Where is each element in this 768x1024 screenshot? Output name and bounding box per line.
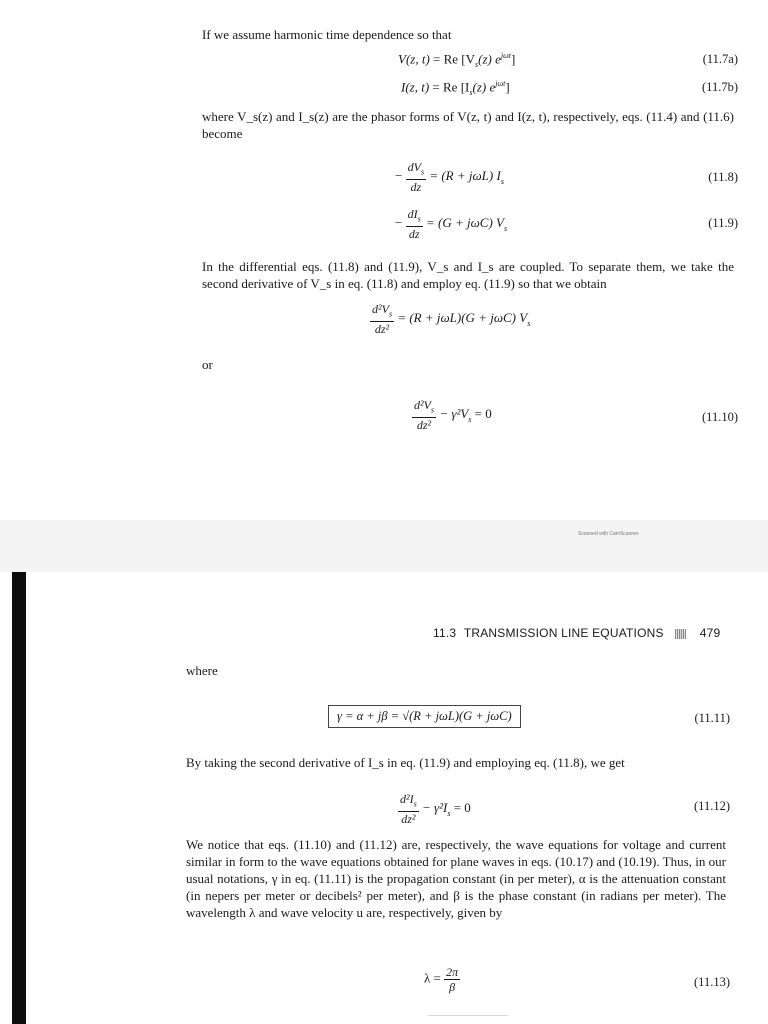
equation-number-11-7a: (11.7a) bbox=[702, 52, 738, 66]
page-gap bbox=[0, 520, 768, 572]
equation-11-11-boxed: γ = α + jβ = √(R + jωL)(G + jωC) bbox=[328, 705, 521, 728]
scan-shadow-bar bbox=[12, 572, 26, 1024]
running-header: 11.3 TRANSMISSION LINE EQUATIONS 479 bbox=[433, 626, 721, 640]
paragraph-separate-equations: In the differential eqs. (11.8) and (11.9), V_s and I_s are coupled. To separate them, we take the second derivative of V_s in eq. (11.8) and employ eq. (11.9) so that we obtain bbox=[202, 259, 734, 291]
equation-number-11-7b: (11.7b) bbox=[702, 80, 738, 94]
where-text: where bbox=[186, 663, 218, 678]
equation-11-13: λ = $\frac{2\pi}{\beta}$ bbox=[424, 965, 459, 994]
equation-number-11-12: (11.12) bbox=[694, 799, 730, 813]
equation-number-11-8: (11.8) bbox=[708, 170, 738, 184]
equation-number-11-9: (11.9) bbox=[708, 216, 738, 230]
page-marker-icon bbox=[675, 629, 686, 639]
equation-11-9: − $\frac{dI_s}{dz}$ = (G + jωC) $V_s$ bbox=[395, 207, 508, 242]
equation-number-11-11: (11.11) bbox=[694, 711, 730, 725]
equation-11-7a: V(z, t) = Re [$V_s(z)$ $e^{j\omega t}$] bbox=[398, 51, 516, 69]
equation-number-11-10: (11.10) bbox=[702, 410, 738, 424]
page-number: 479 bbox=[699, 626, 721, 640]
paragraph-wave-equations: We notice that eqs. (11.10) and (11.12) are, respectively, the wave equations for voltage and current similar in form to the wave equations obtained for plane waves in eqs. (10.17) and (10.19). Thus, in our usual notations, γ in eq. (11.11) is the propagation constant (in per meter), α is the attenuation constant (in nepers per meter or decibels² per meter), and β is the phase constant (in radians per meter). The wavelength λ and wave velocity u are, respectively, given by bbox=[186, 837, 726, 920]
intro-text: If we assume harmonic time dependence so that bbox=[202, 27, 452, 42]
faint-rule bbox=[428, 1015, 508, 1016]
paragraph-current-derivative: By taking the second derivative of I_s in eq. (11.9) and employing eq. (11.8), we get bbox=[186, 755, 625, 770]
equation-11-7b: I(z, t) = Re [$I_s(z)$ $e^{j\omega t}$] bbox=[401, 79, 510, 97]
equation-number-11-13: (11.13) bbox=[694, 975, 730, 989]
scanner-watermark: Scanned with CamScanner bbox=[578, 531, 639, 537]
or-text: or bbox=[202, 357, 213, 372]
equation-second-derivative: $\frac{d^2V_s}{\text{dz²}}$ = (R + jωL)(G + jωC) $V_s$ bbox=[372, 302, 531, 337]
equation-11-8: − $\frac{dV_s}{dz}$ = (R + jωL) $I_s$ bbox=[395, 160, 504, 195]
equation-11-10: $\frac{d^2V_s}{\text{dz²}}$ − $\gamma^2V_s = 0$ bbox=[414, 398, 492, 433]
paragraph-phasor-forms: where V_s(z) and I_s(z) are the phasor forms of V(z, t) and I(z, t), respectively, eqs. (11.4) and (11.6) become bbox=[202, 109, 734, 141]
equation-11-12: $\frac{d^2I_s}{\text{dz²}}$ − $\gamma^2I_s = 0$ bbox=[400, 792, 471, 827]
